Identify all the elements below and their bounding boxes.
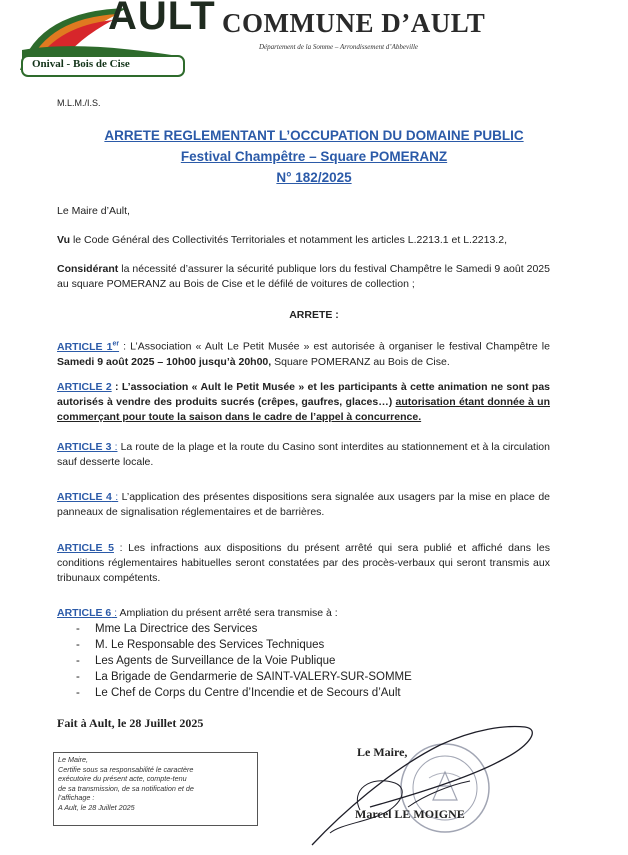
list-item: - La Brigade de Gendarmerie de SAINT-VALERY-SUR-SOMME [57, 669, 412, 685]
document-number: N° 182/2025 [276, 170, 352, 185]
list-item: - Mme La Directrice des Services [57, 621, 412, 637]
article-1: ARTICLE 1er : L’Association « Ault Le Petit Musée » est autorisée à organiser le festival Champêtre le Samedi 9 août 2025 – 10h00 jusqu’à 20h00, Square POMERANZ au Bois de Cise. [57, 340, 550, 368]
vu-text: le Code Général des Collectivités Territoriales et notamment les articles L.2213.1 et L.2213.2, [70, 234, 507, 246]
reference: M.L.M./I.S. [57, 98, 101, 108]
certification-line: Le Maire, [58, 755, 88, 764]
article-2-text: L’association « Ault le Petit Musée » et les participants à cette animation ne sont pas autorisés à vendre des produits sucrés (crêpes, gaufres, glaces…) [57, 381, 550, 408]
vu-paragraph [57, 233, 550, 248]
signature-title: Le Maire, [357, 745, 408, 759]
considerant-paragraph [57, 262, 550, 292]
certification-box [53, 752, 258, 826]
list-item: - Les Agents de Surveillance de la Voie Publique [57, 653, 412, 669]
intro-line: Le Maire d’Ault, [57, 205, 130, 217]
vu-label: Vu [57, 234, 71, 246]
signatory-name: Marcel LE MOIGNE [355, 807, 465, 821]
article-4: ARTICLE 4 : L’application des présentes dispositions sera signalée aux usagers par la mise en place de panneaux de signalisation réglementaires et de barrières. [57, 491, 550, 518]
signature-scribble [300, 715, 560, 850]
fait-a-ault: Fait à Ault, le 28 Juillet 2025 [57, 716, 204, 730]
department-line: Département de la Somme – Arrondissement d’Abbeville [259, 43, 419, 51]
commune-logo [18, 0, 216, 78]
article-4-text: L’application des présentes dispositions sera signalée aux usagers par la mise en place de panneaux de signalisation réglementaires et de barrières. [57, 491, 550, 518]
article-2-label: ARTICLE 2 [57, 381, 112, 393]
certification-line: A Ault, le 28 Juillet 2025 [58, 802, 135, 812]
article-5: ARTICLE 5 : Les infractions aux dispositions du présent arrêté qui sera publié et affiché dans les conditions réglementaires habituelles seront constatées par des procès-verbaux qui seront transmis aux tribunaux compétents. [57, 542, 550, 584]
commune-heading: COMMUNE D’AULT [222, 8, 486, 38]
article-1-date: Samedi 9 août 2025 – 10h00 jusqu’à 20h00, [57, 355, 272, 368]
article-6-text: Ampliation du présent arrêté sera transmise à : [117, 607, 338, 619]
article-4-label: ARTICLE 4 [57, 491, 112, 503]
arrete-heading: ARRETE : [289, 309, 339, 321]
certification-line: l’affichage : [58, 793, 95, 802]
article-3-label: ARTICLE 3 [57, 441, 112, 453]
logo-subtitle: Onival - Bois de Cise [32, 58, 130, 70]
document-subtitle: Festival Champêtre – Square POMERANZ [180, 149, 448, 164]
logo-name: AULT [108, 0, 216, 38]
article-3-text: La route de la plage et la route du Casino sont interdites au stationnement et à la circulation sauf desserte locale. [57, 441, 550, 468]
signature-graphic [300, 715, 560, 850]
article-5-text: Les infractions aux dispositions du présent arrêté qui sera publié et affiché dans les conditions réglementaires habituelles seront constatées par des procès-verbaux qui seront transmis aux tribunaux compétents. [57, 542, 550, 584]
document-title: ARRETE REGLEMENTANT L’OCCUPATION DU DOMAINE PUBLIC [104, 128, 524, 143]
article-1-label: ARTICLE 1er [57, 340, 120, 353]
article-6: ARTICLE 6 : Ampliation du présent arrêté sera transmise à : [57, 607, 338, 619]
article-1-text: L’Association « Ault Le Petit Musée » est autorisée à organiser le festival Champêtre le [126, 340, 550, 353]
list-item: - M. Le Responsable des Services Techniques [57, 637, 412, 653]
considerant-label: Considérant [57, 263, 119, 275]
article-2: ARTICLE 2 : L’association « Ault le Petit Musée » et les participants à cette animation ne sont pas autorisés à vendre des produits sucrés (crêpes, gaufres, glaces…) autorisation étant donnée à un commerçant pour toute la saison dans le cadre de l’appel à concurrence. [57, 381, 550, 423]
article-6-label: ARTICLE 6 [57, 607, 112, 619]
certification-line: exécutoire du présent acte, compte-tenu [58, 774, 187, 783]
article-3: ARTICLE 3 : La route de la plage et la route du Casino sont interdites au stationnement et à la circulation sauf desserte locale. [57, 441, 550, 468]
certification-line: de sa transmission, de sa notification et de [58, 783, 194, 793]
considerant-text: la nécessité d’assurer la sécurité publique lors du festival Champêtre le Samedi 9 août 2025 au square POMERANZ au Bois de Cise et le défilé de voitures de collection ; [57, 263, 550, 290]
article-5-label: ARTICLE 5 [57, 542, 114, 554]
certification-line: Certifie sous sa responsabilité le caractère [58, 764, 194, 774]
article-2-underlined: autorisation étant donnée à un commerçant pour toute la saison dans le cadre de l’appel à concurrence. [57, 396, 550, 423]
distribution-list [57, 621, 412, 701]
list-item: - Le Chef de Corps du Centre d’Incendie et de Secours d’Ault [57, 685, 412, 701]
